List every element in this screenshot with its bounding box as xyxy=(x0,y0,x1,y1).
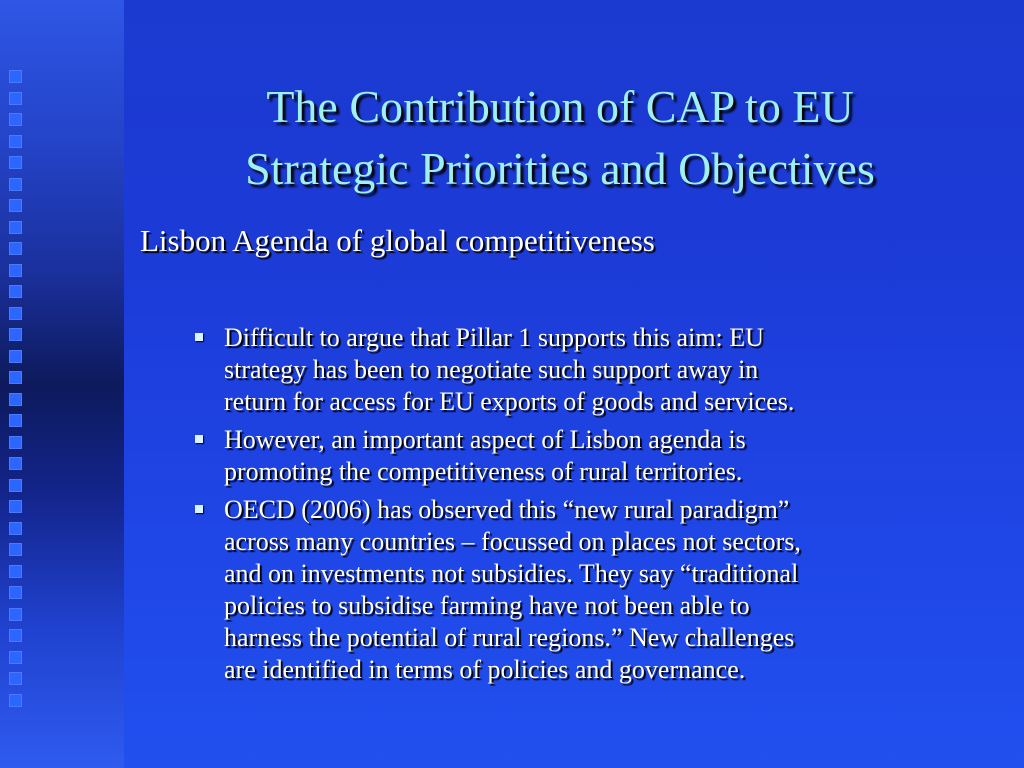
decorative-square xyxy=(9,135,22,148)
decorative-square xyxy=(9,479,22,492)
decorative-square xyxy=(9,92,22,105)
decorative-square xyxy=(9,371,22,384)
decorative-square xyxy=(9,629,22,642)
slide-title xyxy=(160,76,960,200)
decorative-square xyxy=(9,307,22,320)
decorative-square xyxy=(9,414,22,427)
decorative-square xyxy=(9,178,22,191)
decorative-square xyxy=(9,113,22,126)
decorative-square xyxy=(9,543,22,556)
bullet-line: However, an important aspect of Lisbon agenda is xyxy=(224,425,746,454)
decorative-square xyxy=(9,70,22,83)
bullet-line: promoting the competitiveness of rural territories. xyxy=(224,457,743,486)
square-bullet-icon xyxy=(195,435,203,443)
bullet-line: policies to subsidise farming have not been able to xyxy=(224,591,750,620)
decorative-square xyxy=(9,565,22,578)
bullet-item xyxy=(192,494,992,686)
decorative-square xyxy=(9,350,22,363)
bullet-line: OECD (2006) has observed this “new rural paradigm” xyxy=(224,495,790,524)
decorative-square xyxy=(9,586,22,599)
bullet-item xyxy=(192,322,992,418)
decorative-square-column xyxy=(9,70,23,715)
decorative-square xyxy=(9,672,22,685)
decorative-square xyxy=(9,393,22,406)
slide-title-line-1: The Contribution of CAP to EU xyxy=(266,81,854,132)
decorative-square xyxy=(9,608,22,621)
bullet-line: are identified in terms of policies and governance. xyxy=(224,655,746,684)
square-bullet-icon xyxy=(195,505,203,513)
decorative-square xyxy=(9,522,22,535)
bullet-line: harness the potential of rural regions.” New challenges xyxy=(224,623,795,652)
bullet-line: across many countries – focussed on places not sectors, xyxy=(224,527,801,556)
decorative-square xyxy=(9,199,22,212)
bullet-line: return for access for EU exports of goods and services. xyxy=(224,387,795,416)
decorative-square xyxy=(9,328,22,341)
decorative-square xyxy=(9,500,22,513)
decorative-square xyxy=(9,694,22,707)
decorative-square xyxy=(9,156,22,169)
bullet-line: Difficult to argue that Pillar 1 supports this aim: EU xyxy=(224,323,764,352)
left-decorative-band xyxy=(0,0,124,768)
decorative-square xyxy=(9,457,22,470)
bullet-line: strategy has been to negotiate such support away in xyxy=(224,355,759,384)
slide-title-line-2: Strategic Priorities and Objectives xyxy=(245,143,875,194)
bullet-list xyxy=(192,322,992,692)
decorative-square xyxy=(9,436,22,449)
decorative-square xyxy=(9,242,22,255)
bullet-item xyxy=(192,424,992,488)
slide-subtitle: Lisbon Agenda of global competitiveness xyxy=(140,223,655,258)
square-bullet-icon xyxy=(195,333,203,341)
bullet-line: and on investments not subsidies. They say “traditional xyxy=(224,559,799,588)
decorative-square xyxy=(9,651,22,664)
decorative-square xyxy=(9,221,22,234)
decorative-square xyxy=(9,285,22,298)
decorative-square xyxy=(9,264,22,277)
